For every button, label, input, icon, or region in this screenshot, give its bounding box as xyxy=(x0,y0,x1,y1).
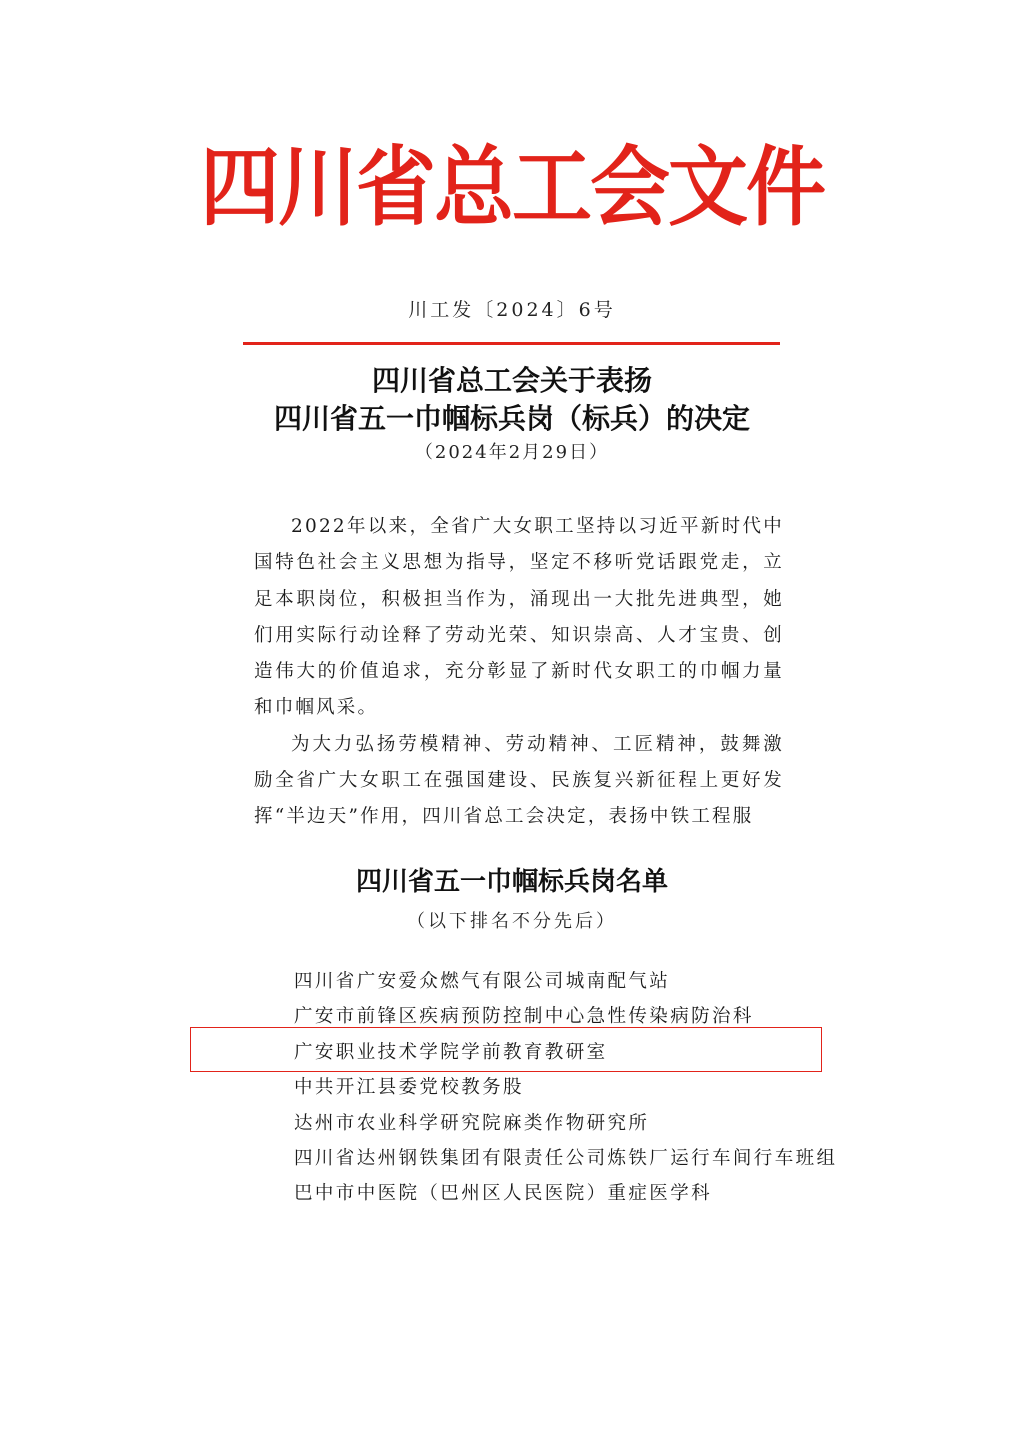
body-paragraph-1: 2022年以来，全省广大女职工坚持以习近平新时代中国特色社会主义思想为指导，坚定不移听党话跟党走，立足本职岗位，积极担当作为，涌现出一大批先进典型，她们用实际行动诠释了劳动光荣、知识崇高、人才宝贵、创造伟大的价值追求，充分彰显了新时代女职工的巾帼力量和巾帼风采。 xyxy=(254,516,784,719)
decision-title-line2: 四川省五一巾帼标兵岗（标兵）的决定 xyxy=(273,402,750,435)
list-item: 巴中市中医院（巴州区人民医院）重症医学科 xyxy=(294,1183,713,1205)
body-text xyxy=(254,509,784,836)
highlight-box xyxy=(190,1027,822,1072)
document-header-title: 四川省总工会文件 xyxy=(200,137,824,238)
decision-title-line1: 四川省总工会关于表扬 xyxy=(371,364,652,397)
list-item: 广安市前锋区疾病预防控制中心急性传染病防治科 xyxy=(294,1006,754,1028)
list-item: 四川省达州钢铁集团有限责任公司炼铁厂运行车间行车班组 xyxy=(294,1148,838,1170)
list-item: 中共开江县委党校教务股 xyxy=(294,1077,524,1099)
list-title: 四川省五一巾帼标兵岗名单 xyxy=(355,867,668,897)
list-subtitle: （以下排名不分先后） xyxy=(407,911,617,932)
document-number: 川工发〔2024〕6号 xyxy=(408,299,616,321)
list-item: 达州市农业科学研究院麻类作物研究所 xyxy=(294,1112,650,1134)
list-item: 四川省广安爱众燃气有限公司城南配气站 xyxy=(294,971,671,992)
header-divider xyxy=(243,342,780,345)
honoree-list xyxy=(294,964,838,1212)
decision-date: （2024年2月29日） xyxy=(414,442,610,463)
list-item-highlighted: 广安职业技术学院学前教育教研室 xyxy=(294,1041,608,1063)
body-paragraph-2: 为大力弘扬劳模精神、劳动精神、工匠精神，鼓舞激励全省广大女职工在强国建设、民族复兴新征程上更好发挥“半边天”作用，四川省总工会决定，表扬中铁工程服 xyxy=(254,733,784,828)
